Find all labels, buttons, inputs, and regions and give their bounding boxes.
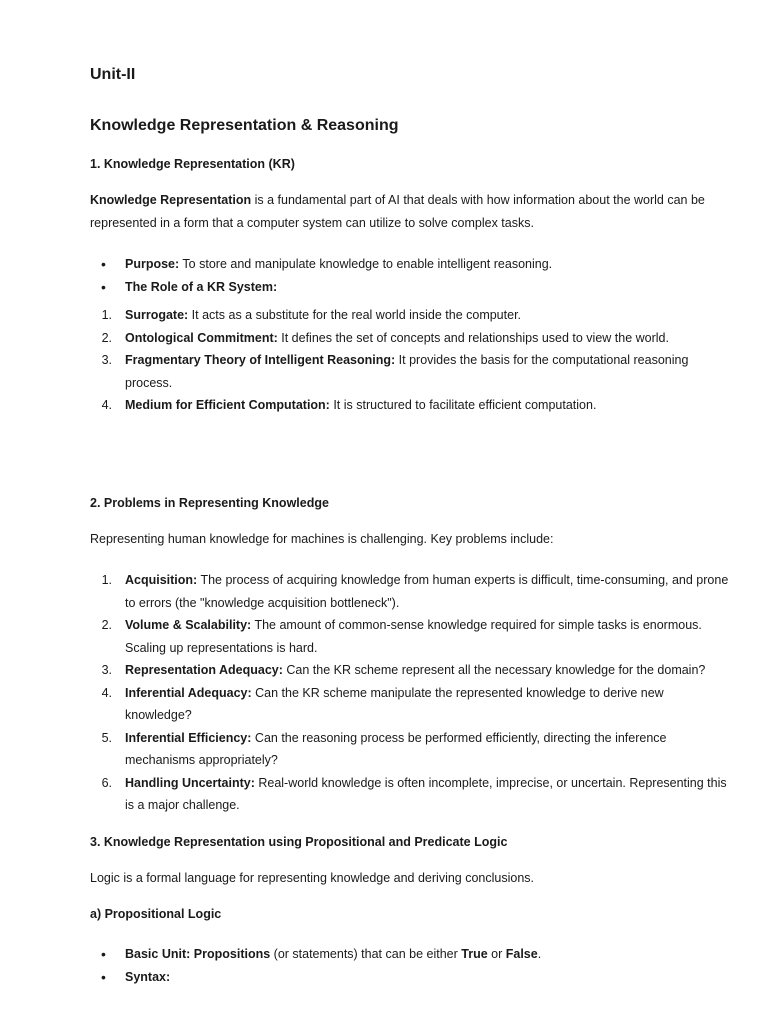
list-item (90, 682, 730, 727)
section-3-intro: Logic is a formal language for representing knowledge and deriving conclusions. (90, 871, 535, 885)
item-number: 3. (101, 353, 112, 367)
item-text: Can the KR scheme manipulate the represented knowledge to derive new knowledge? (125, 685, 664, 722)
list-item (90, 349, 730, 394)
item-text: . (537, 947, 542, 961)
list-item (90, 614, 730, 659)
item-label: Representation Adequacy: (125, 663, 283, 677)
main-heading: Knowledge Representation & Reasoning (90, 117, 399, 134)
list-item (90, 304, 730, 327)
item-label: Medium for Efficient Computation: (125, 398, 330, 412)
item-term: True (461, 947, 488, 961)
item-label: Acquisition: (125, 573, 198, 587)
list-item (90, 394, 730, 417)
item-text: or (487, 947, 506, 961)
bullet-icon: • (101, 256, 106, 272)
list-item (90, 966, 730, 989)
kr-bullet-list (90, 253, 730, 298)
item-label: Handling Uncertainty: (125, 775, 255, 790)
item-number: 2. (101, 618, 112, 632)
item-term: Propositions (193, 947, 271, 961)
list-item (90, 943, 730, 966)
intro-text: is a fundamental part of AI that deals with how information about the world can be represented in a form that a computer system can utilize to solve complex tasks. (90, 193, 705, 230)
item-number: 6. (101, 775, 112, 790)
propositional-logic-heading: a) Propositional Logic (90, 907, 222, 921)
item-term: False (505, 947, 538, 961)
item-label: The Role of a KR System: (125, 279, 278, 294)
section-2-intro: Representing human knowledge for machines is challenging. Key problems include: (90, 532, 554, 546)
item-text: Can the reasoning process be performed efficiently, directing the inference mechanisms appropriately? (125, 730, 667, 767)
list-item (90, 659, 730, 682)
item-text: (or statements) that can be either (270, 947, 462, 961)
item-number: 1. (101, 573, 112, 587)
item-label: Purpose: (125, 257, 180, 271)
list-item (90, 327, 730, 350)
list-item (90, 276, 730, 299)
item-label: Inferential Adequacy: (125, 685, 252, 700)
item-text: It provides the basis for the computational reasoning process. (125, 353, 689, 390)
section-3-heading: 3. Knowledge Representation using Propositional and Predicate Logic (90, 835, 508, 849)
item-text: Real-world knowledge is often incomplete, imprecise, or uncertain. Representing this is a major challenge. (125, 775, 727, 812)
list-item (90, 569, 730, 614)
unit-title: Unit-II (90, 66, 136, 83)
item-number: 4. (101, 398, 112, 412)
section-1-intro (90, 189, 730, 235)
section-1-heading: 1. Knowledge Representation (KR) (90, 157, 295, 171)
item-number: 4. (101, 685, 112, 700)
bullet-icon: • (101, 968, 106, 985)
item-text: Can the KR scheme represent all the necessary knowledge for the domain? (282, 663, 706, 677)
problems-list (90, 569, 730, 817)
item-label: Basic Unit: (125, 947, 191, 961)
item-label: Fragmentary Theory of Intelligent Reasoning: (125, 353, 396, 367)
list-item (90, 727, 730, 772)
kr-roles-list (90, 304, 730, 417)
list-item (90, 772, 730, 817)
item-text: The process of acquiring knowledge from human experts is difficult, time-consuming, and prone to errors (the "knowledge acquisition bottleneck"). (125, 573, 729, 610)
intro-term: Knowledge Representation (90, 193, 252, 207)
item-text: The amount of common-sense knowledge required for simple tasks is enormous. Scaling up representations is hard. (125, 618, 702, 655)
bullet-icon: • (101, 946, 106, 962)
item-number: 2. (101, 330, 112, 345)
item-text: It defines the set of concepts and relationships used to view the world. (277, 330, 669, 345)
item-label: Ontological Commitment: (125, 330, 278, 345)
section-2-heading: 2. Problems in Representing Knowledge (90, 496, 329, 510)
propositional-bullets (90, 943, 730, 988)
item-number: 5. (101, 730, 112, 745)
item-label: Surrogate: (125, 308, 189, 322)
item-text: It is structured to facilitate efficient computation. (329, 398, 597, 412)
item-text: To store and manipulate knowledge to enable intelligent reasoning. (179, 257, 553, 271)
item-label: Inferential Efficiency: (125, 730, 252, 745)
item-label: Syntax: (125, 969, 171, 984)
item-number: 3. (101, 663, 112, 677)
item-number: 1. (101, 308, 112, 322)
bullet-icon: • (101, 278, 106, 295)
item-text: It acts as a substitute for the real world inside the computer. (188, 308, 522, 322)
item-label: Volume & Scalability: (125, 618, 252, 632)
list-item (90, 253, 730, 276)
